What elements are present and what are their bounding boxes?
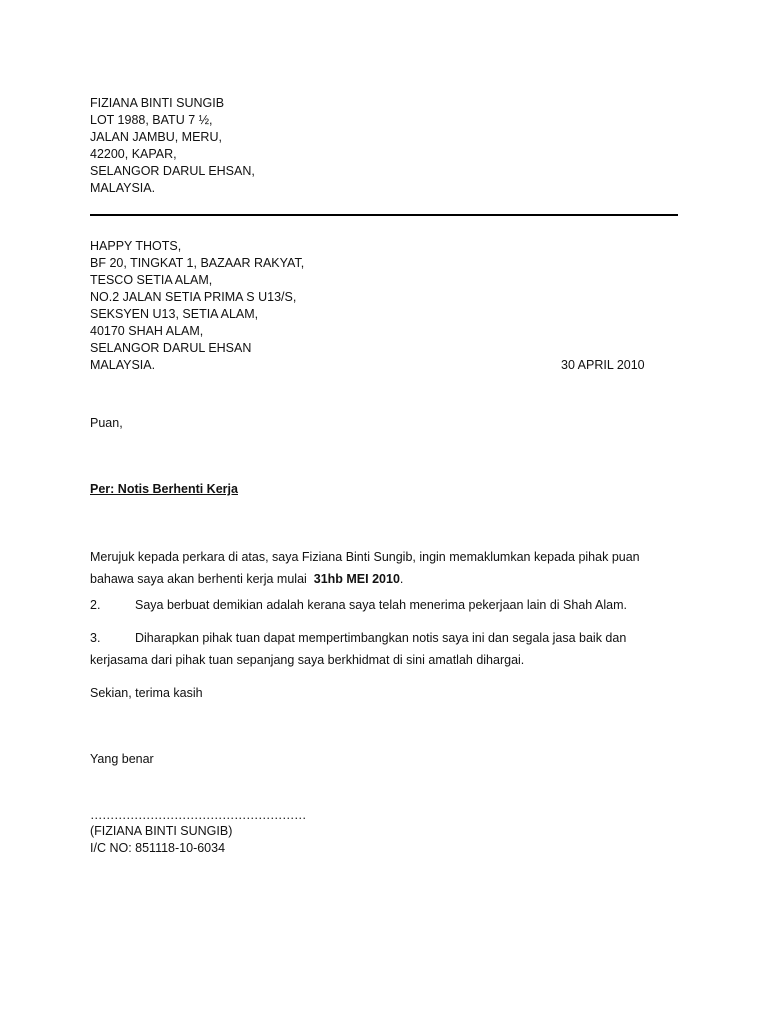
sender-address-line: MALAYSIA. (90, 181, 156, 195)
paragraph-1 (90, 546, 680, 590)
paragraph-3-continuation: kerjasama dari pihak tuan sepanjang saya berkhidmat di sini amatlah dihargai. (90, 653, 525, 667)
recipient-address-line: MALAYSIA. (90, 358, 156, 372)
recipient-address-line: SEKSYEN U13, SETIA ALAM, (90, 307, 259, 321)
recipient-address-line: BF 20, TINGKAT 1, BAZAAR RAKYAT, (90, 256, 305, 270)
ic-number: I/C NO: 851118-10-6034 (90, 841, 226, 855)
paragraph-1-suffix: . (399, 572, 404, 586)
sign-off (90, 751, 154, 768)
signature-dots: ……………………………………………… (90, 808, 306, 822)
signature-line (90, 807, 306, 824)
recipient-address-line: NO.2 JALAN SETIA PRIMA S U13/S, (90, 290, 297, 304)
letter-date: 30 APRIL 2010 (561, 358, 645, 372)
paragraph-1-line-1: Merujuk kepada perkara di atas, saya Fiziana Binti Sungib, ingin memaklumkan kepada pihak puan (90, 550, 640, 564)
salutation (90, 415, 123, 432)
sender-address (90, 95, 255, 197)
sender-name: FIZIANA BINTI SUNGIB (90, 96, 225, 110)
sender-address-line: JALAN JAMBU, MERU, (90, 130, 222, 144)
subject-line: Per: Notis Berhenti Kerja (90, 482, 238, 496)
signatory-name: (FIZIANA BINTI SUNGIB) (90, 824, 233, 838)
paragraph-3-text: Diharapkan pihak tuan dapat mempertimbangkan notis saya ini dan segala jasa baik dan (135, 631, 627, 645)
closing-text: Sekian, terima kasih (90, 686, 203, 700)
recipient-address-line: TESCO SETIA ALAM, (90, 273, 213, 287)
paragraph-1-prefix: bahawa saya akan berhenti kerja mulai (90, 572, 314, 586)
paragraph-3-number: 3. (90, 631, 101, 645)
recipient-address-line: SELANGOR DARUL EHSAN (90, 341, 252, 355)
paragraph-1-line-2 (90, 568, 680, 590)
recipient-address-line: HAPPY THOTS, (90, 239, 182, 253)
salutation-text: Puan, (90, 416, 123, 430)
sender-address-line: LOT 1988, BATU 7 ½, (90, 113, 213, 127)
sign-off-text: Yang benar (90, 752, 154, 766)
closing (90, 685, 203, 702)
header-divider (90, 214, 678, 216)
end-date: 31hb MEI 2010 (313, 572, 400, 586)
paragraph-2-text: Saya berbuat demikian adalah kerana saya telah menerima pekerjaan lain di Shah Alam. (135, 598, 627, 612)
signature-block (90, 823, 232, 857)
recipient-address (90, 238, 304, 374)
sender-address-line: 42200, KAPAR, (90, 147, 177, 161)
sender-address-line: SELANGOR DARUL EHSAN, (90, 164, 255, 178)
paragraph-2-number: 2. (90, 598, 101, 612)
recipient-address-line: 40170 SHAH ALAM, (90, 324, 204, 338)
